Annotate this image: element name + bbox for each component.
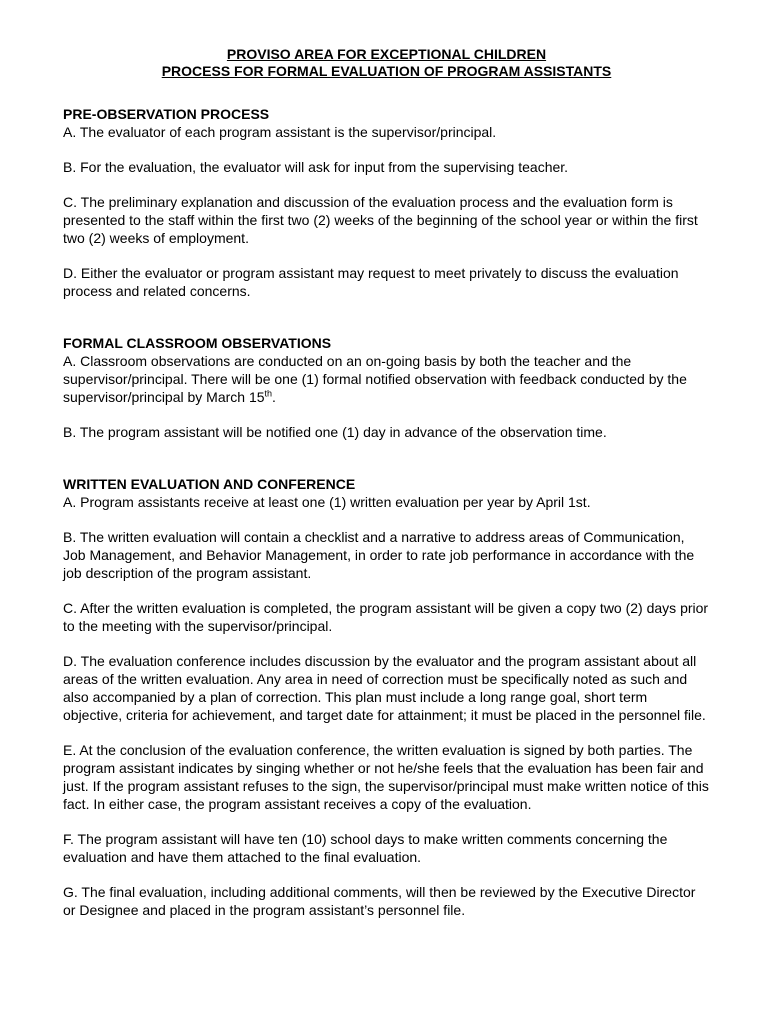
written-evaluation-item-a: A. Program assistants receive at least one (1) written evaluation per year by April 1st.	[63, 494, 591, 510]
written-evaluation-item-c: C. After the written evaluation is completed, the program assistant will be given a copy two (2) days prior to the meeting with the supervisor/principal.	[63, 600, 709, 634]
pre-observation-item-b: B. For the evaluation, the evaluator will ask for input from the supervising teacher.	[63, 159, 569, 175]
document-title-line-1: PROVISO AREA FOR EXCEPTIONAL CHILDREN	[226, 46, 547, 62]
formal-observations-item-a	[63, 352, 710, 406]
document-title-block	[63, 46, 710, 80]
pre-observation-item-c: C. The preliminary explanation and discussion of the evaluation process and the evaluation form is presented to the staff within the first two (2) weeks of the beginning of the school year or within the first two (2) weeks of employment.	[63, 194, 698, 246]
written-evaluation-item-f: F. The program assistant will have ten (10) school days to make written comments concerning the evaluation and have them attached to the final evaluation.	[63, 831, 668, 865]
section-formal-observations	[63, 334, 710, 441]
formal-observations-item-a-end: .	[272, 389, 276, 405]
formal-observations-item-b: B. The program assistant will be notified one (1) day in advance of the observation time.	[63, 424, 607, 440]
written-evaluation-item-g: G. The final evaluation, including additional comments, will then be reviewed by the Executive Director or Designee and placed in the program assistant’s personnel file.	[63, 884, 696, 918]
written-evaluation-item-d: D. The evaluation conference includes discussion by the evaluator and the program assistant about all areas of the written evaluation. Any area in need of correction must be specifically noted as such and also accompanied by a plan of correction. This plan must include a long range goal, short term objective, criteria for achievement, and target date for attainment; it must be placed in the personnel file.	[63, 653, 706, 723]
section-heading-pre-observation: PRE-OBSERVATION PROCESS	[63, 106, 270, 122]
section-heading-written-evaluation: WRITTEN EVALUATION AND CONFERENCE	[63, 476, 356, 492]
formal-observations-item-a-text: A. Classroom observations are conducted on an on-going basis by both the teacher and the supervisor/principal. There will be one (1) formal notified observation with feedback conducted by the supervisor/principal by March 15	[63, 353, 687, 405]
section-heading-formal-observations: FORMAL CLASSROOM OBSERVATIONS	[63, 335, 332, 351]
section-written-evaluation	[63, 475, 710, 919]
document-title-line-2: PROCESS FOR FORMAL EVALUATION OF PROGRAM ASSISTANTS	[161, 63, 612, 79]
section-pre-observation	[63, 105, 710, 300]
written-evaluation-item-b: B. The written evaluation will contain a checklist and a narrative to address areas of Communication, Job Management, and Behavior Management, in order to rate job performance in accordance with the job description of the program assistant.	[63, 529, 695, 581]
written-evaluation-item-e: E. At the conclusion of the evaluation conference, the written evaluation is signed by both parties. The program assistant indicates by singing whether or not he/she feels that the evaluation has been fair and just. If the program assistant refuses to the sign, the supervisor/principal must make written notice of this fact. In either case, the program assistant receives a copy of the evaluation.	[63, 742, 709, 812]
pre-observation-item-d: D. Either the evaluator or program assistant may request to meet privately to discuss the evaluation process and related concerns.	[63, 265, 679, 299]
formal-observations-item-a-superscript: th	[264, 388, 273, 399]
pre-observation-item-a: A. The evaluator of each program assistant is the supervisor/principal.	[63, 124, 497, 140]
